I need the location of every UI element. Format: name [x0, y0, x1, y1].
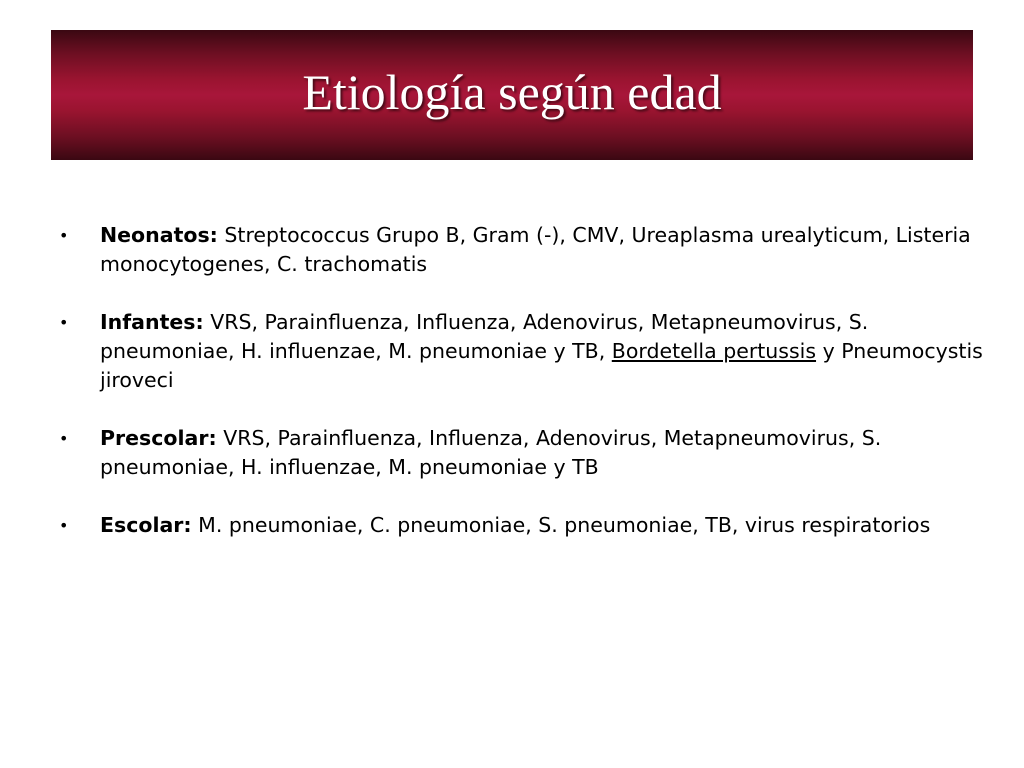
- bullet-text-tail: y Pneumocystis jiroveci: [100, 339, 983, 392]
- bullet-item-infantes: [59, 308, 989, 395]
- bullet-label: Infantes:: [100, 310, 204, 334]
- bullet-item-neonatos: [59, 221, 989, 279]
- slide-title: Etiología según edad: [302, 64, 722, 120]
- bullet-text: M. pneumoniae, C. pneumoniae, S. pneumoniae, TB, virus respiratorios: [198, 513, 931, 537]
- bullet-text: Streptococcus Grupo B, Gram (-), CMV, Ureaplasma urealyticum, Listeria monocytogenes, C. trachomatis: [100, 223, 971, 276]
- bullet-icon: •: [59, 313, 69, 332]
- bullet-icon: •: [59, 429, 69, 448]
- bullet-text: VRS, Parainfluenza, Influenza, Adenovirus, Metapneumovirus, S. pneumoniae, H. influenzae, M. pneumoniae y TB,: [100, 310, 869, 363]
- bullet-label: Prescolar:: [100, 426, 217, 450]
- bordetella-link[interactable]: Bordetella pertussis: [611, 339, 817, 363]
- bullet-text: VRS, Parainfluenza, Influenza, Adenovirus, Metapneumovirus, S. pneumoniae, H. influenzae, M. pneumoniae y TB: [100, 426, 882, 479]
- bullet-item-prescolar: [59, 424, 989, 482]
- title-banner: [51, 30, 973, 160]
- bullet-label: Escolar:: [100, 513, 192, 537]
- bullet-label: Neonatos:: [100, 223, 218, 247]
- bullet-list: [59, 221, 989, 569]
- bullet-icon: •: [59, 516, 69, 535]
- bullet-item-escolar: [59, 511, 989, 540]
- bullet-icon: •: [59, 226, 69, 245]
